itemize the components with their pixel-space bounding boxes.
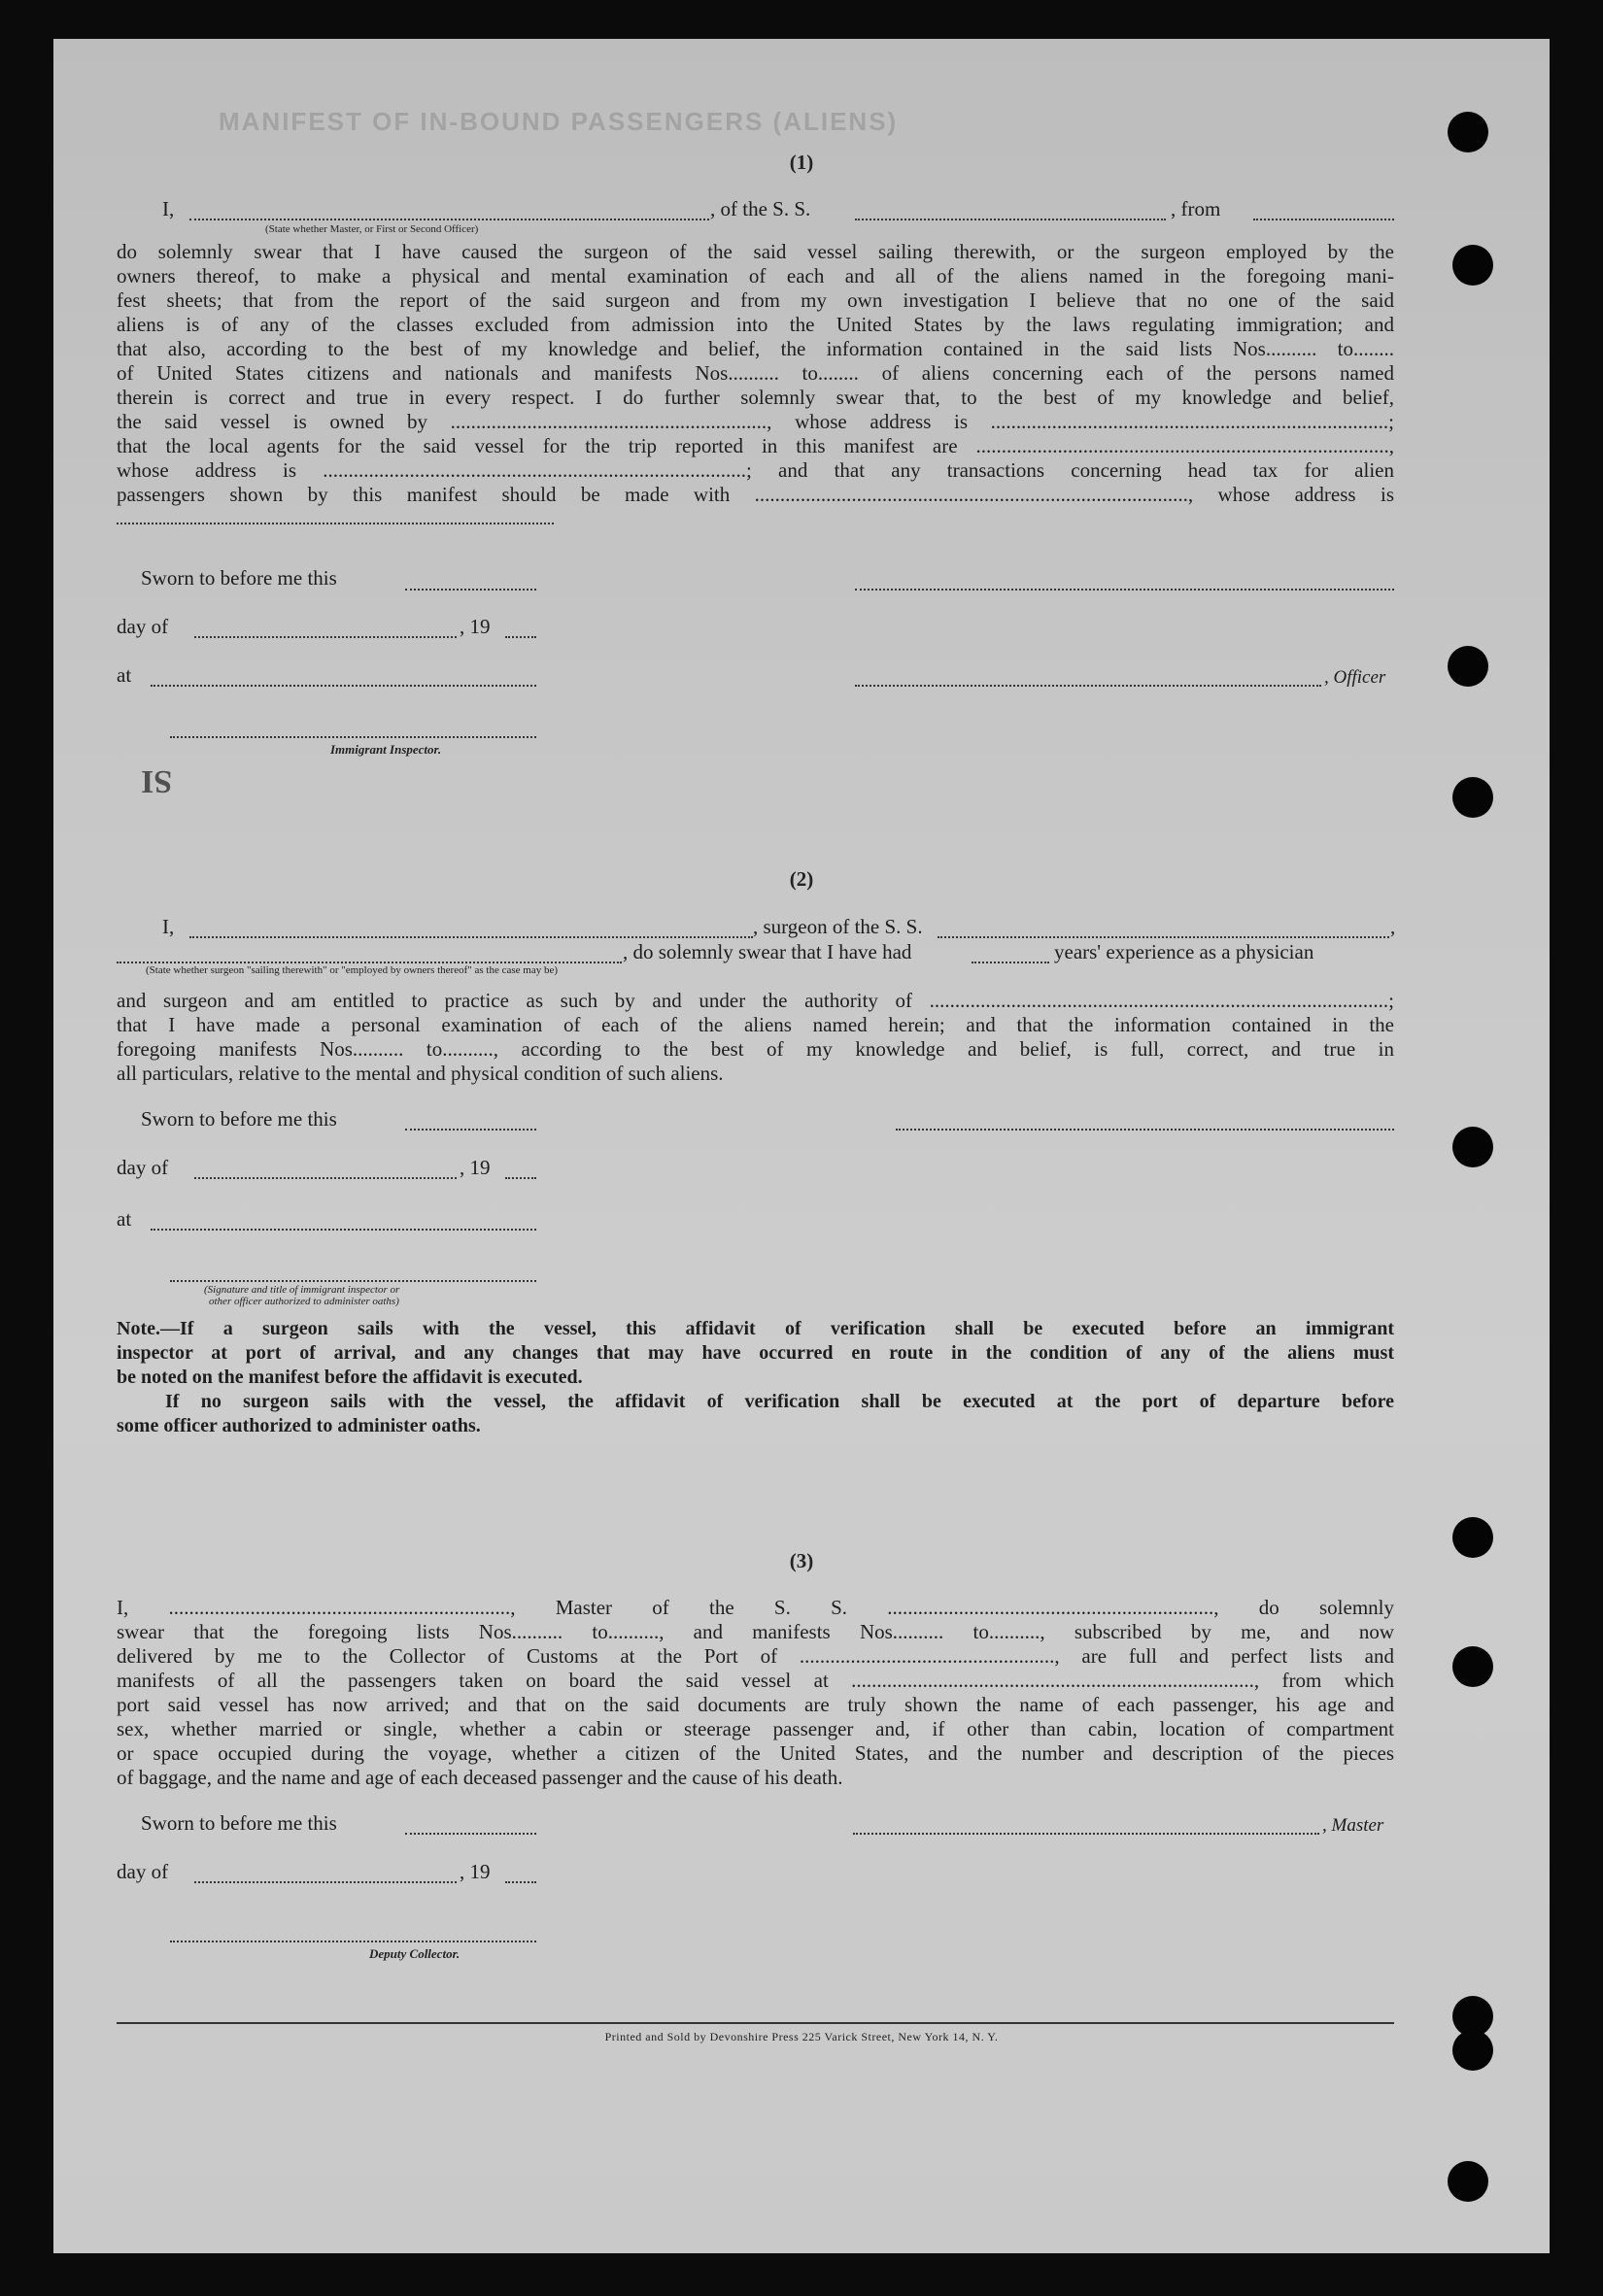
at-label: at bbox=[117, 663, 132, 687]
affidavit-line: owners thereof, to make a physical and mental examination of each and all of the aliens named in the foregoing mani- bbox=[117, 264, 1394, 287]
surgeon-signature-blank[interactable] bbox=[896, 1129, 1394, 1131]
affidavit-line: delivered by me to the Collector of Customs at the Port of .................................................., are full and perfect lists and bbox=[117, 1644, 1394, 1668]
affidavit-line: whose address is ...................................................................................; and that any transactions concerning head tax for alien bbox=[117, 458, 1394, 482]
document-page bbox=[53, 39, 1550, 2253]
experience-label: years' experience as a physician bbox=[1054, 940, 1314, 963]
punch-hole bbox=[1452, 1127, 1493, 1167]
year-label: , 19 bbox=[460, 1156, 491, 1179]
from-label: , from bbox=[1171, 197, 1221, 220]
punch-hole bbox=[1452, 1646, 1493, 1687]
affidavit-line: sex, whether married or single, whether a cabin or steerage passenger and, if other than cabin, location of compartment bbox=[117, 1717, 1394, 1740]
at-label: at bbox=[117, 1207, 132, 1231]
day-of-label: day of bbox=[117, 615, 169, 638]
affidavit-line: do solemnly swear that I have caused the surgeon of the said vessel sailing therewith, or the surgeon employed by the bbox=[117, 240, 1394, 263]
section-number: (1) bbox=[789, 151, 814, 174]
affidavit-line: foregoing manifests Nos.......... to.........., according to the best of my knowledge and belief, is full, correct, and true in bbox=[117, 1037, 1394, 1061]
printer-imprint: Printed and Sold by Devonshire Press 225 Varick Street, New York 14, N. Y. bbox=[604, 2030, 999, 2043]
vessel-blank[interactable] bbox=[855, 219, 1166, 220]
deputy-collector-caption: Deputy Collector. bbox=[369, 1946, 460, 1961]
affidavit-line: port said vessel has now arrived; and that on the said documents are truly shown the name of each passenger, his age and bbox=[117, 1693, 1394, 1716]
signature-caption: (Signature and title of immigrant inspector or bbox=[204, 1284, 400, 1296]
swear-label: , do solemnly swear that I have had bbox=[623, 940, 912, 963]
year-blank[interactable] bbox=[505, 636, 536, 638]
ink-stamp: SI bbox=[141, 763, 173, 799]
section-number: (2) bbox=[789, 867, 814, 891]
affidavit-line: and surgeon and am entitled to practice as such by and under the authority of ..........................................................................................; bbox=[117, 989, 1394, 1012]
note-line: If no surgeon sails with the vessel, the affidavit of verification shall be executed at the port of departure before bbox=[165, 1391, 1394, 1412]
inspector-signature-blank[interactable] bbox=[170, 736, 536, 738]
officer-caption: (State whether Master, or First or Second Officer) bbox=[265, 223, 479, 235]
at-blank[interactable] bbox=[151, 685, 536, 687]
year-label: , 19 bbox=[460, 615, 491, 638]
opening-i: I, bbox=[162, 197, 175, 220]
officer-blank[interactable] bbox=[189, 219, 709, 220]
affidavit-line: all particulars, relative to the mental and physical condition of such aliens. bbox=[117, 1062, 724, 1085]
sworn-label: Sworn to before me this bbox=[141, 566, 337, 590]
footer-rule bbox=[117, 2022, 1394, 2024]
sworn-label: Sworn to before me this bbox=[141, 1107, 337, 1131]
master-signature-blank[interactable] bbox=[853, 1833, 1319, 1835]
officer-signature-blank[interactable] bbox=[855, 589, 1394, 591]
punch-hole bbox=[1452, 777, 1493, 818]
punch-hole bbox=[1452, 245, 1493, 286]
affidavit-line: the said vessel is owned by .............................................................., whose address is ..............................................................................; bbox=[117, 410, 1394, 433]
sworn-date-blank[interactable] bbox=[405, 1129, 536, 1131]
affidavit-line: therein is correct and true in every respect. I do further solemnly swear that, to the best of my knowledge and belief, bbox=[117, 386, 1394, 409]
surgeon-vessel-blank[interactable] bbox=[938, 936, 1389, 938]
affidavit-line: fest sheets; that from the report of the said surgeon and from my own investigation I believe that no one of the said bbox=[117, 288, 1394, 312]
punch-hole bbox=[1448, 112, 1488, 152]
sworn-date-blank[interactable] bbox=[405, 589, 536, 591]
affidavit-line: passengers shown by this manifest should be made with ....................................................................................., whose address is bbox=[117, 483, 1394, 506]
affidavit-line: that I have made a personal examination of each of the aliens named herein; and that the information contained in the bbox=[117, 1013, 1394, 1036]
inspector-signature-blank[interactable] bbox=[170, 1280, 536, 1282]
affidavit-line: of baggage, and the name and age of each deceased passenger and the cause of his death. bbox=[117, 1766, 843, 1789]
officer-label: , Officer bbox=[1324, 667, 1386, 688]
day-of-blank[interactable] bbox=[194, 1881, 457, 1883]
section-number: (3) bbox=[789, 1549, 814, 1572]
opening-i: I, bbox=[162, 915, 175, 938]
affidavit-line: swear that the foregoing lists Nos.......... to.........., and manifests Nos.......... to.........., subscribed by me, and now bbox=[117, 1620, 1394, 1643]
at-blank[interactable] bbox=[151, 1229, 536, 1231]
sworn-label: Sworn to before me this bbox=[141, 1811, 337, 1835]
signature-caption: other officer authorized to administer oaths) bbox=[209, 1296, 399, 1307]
day-of-label: day of bbox=[117, 1860, 169, 1883]
affidavit-line: aliens is of any of the classes excluded from admission into the United States by the laws regulating immigration; and bbox=[117, 313, 1394, 336]
officer-name-blank[interactable] bbox=[855, 685, 1321, 687]
comma: , bbox=[1390, 915, 1396, 938]
master-label: , Master bbox=[1322, 1815, 1384, 1836]
surgeon-of-label: , surgeon of the S. S. bbox=[753, 915, 923, 938]
bleed-through-heading: MANIFEST OF IN-BOUND PASSENGERS (ALIENS) bbox=[219, 107, 899, 136]
day-of-blank[interactable] bbox=[194, 636, 457, 638]
collector-signature-blank[interactable] bbox=[170, 1941, 536, 1942]
affidavit-line: or space occupied during the voyage, whether a citizen of the United States, and the number and description of the pieces bbox=[117, 1741, 1394, 1765]
year-blank[interactable] bbox=[505, 1177, 536, 1179]
address-continuation-blank[interactable] bbox=[117, 523, 554, 524]
from-blank[interactable] bbox=[1253, 219, 1394, 220]
affidavit-line: that also, according to the best of my knowledge and belief, the information contained in the said lists Nos.......... to........ bbox=[117, 337, 1394, 360]
surgeon-type-blank[interactable] bbox=[117, 962, 622, 963]
year-label: , 19 bbox=[460, 1860, 491, 1883]
surgeon-caption: (State whether surgeon "sailing therewith" or "employed by owners thereof" as the case may be) bbox=[146, 964, 559, 976]
note-line: be noted on the manifest before the affidavit is executed. bbox=[117, 1367, 583, 1388]
affidavit-line: of United States citizens and nationals and manifests Nos.......... to........ of aliens concerning each of the persons named bbox=[117, 361, 1394, 385]
note-line: inspector at port of arrival, and any changes that may have occurred en route in the condition of any of the aliens must bbox=[117, 1342, 1394, 1364]
of-ss-label: , of the S. S. bbox=[710, 197, 811, 220]
day-of-blank[interactable] bbox=[194, 1177, 457, 1179]
affidavit-line: I, ..................................................................., Master of the S. S. ................................................................, do solemnly bbox=[117, 1596, 1394, 1619]
note-line: Note.—If a surgeon sails with the vessel, this affidavit of verification shall be executed before an immigrant bbox=[117, 1318, 1394, 1339]
note-line: some officer authorized to administer oaths. bbox=[117, 1415, 481, 1436]
year-blank[interactable] bbox=[505, 1881, 536, 1883]
sworn-date-blank[interactable] bbox=[405, 1833, 536, 1835]
day-of-label: day of bbox=[117, 1156, 169, 1179]
affidavit-line: manifests of all the passengers taken on board the said vessel at ..............................................................................., from which bbox=[117, 1669, 1394, 1692]
punch-hole bbox=[1448, 2161, 1488, 2202]
affidavit-line: that the local agents for the said vessel for the trip reported in this manifest are ................................................................................., bbox=[117, 434, 1394, 457]
surgeon-name-blank[interactable] bbox=[189, 936, 753, 938]
years-blank[interactable] bbox=[972, 962, 1049, 963]
inspector-caption: Immigrant Inspector. bbox=[330, 742, 442, 757]
punch-hole bbox=[1448, 646, 1488, 687]
